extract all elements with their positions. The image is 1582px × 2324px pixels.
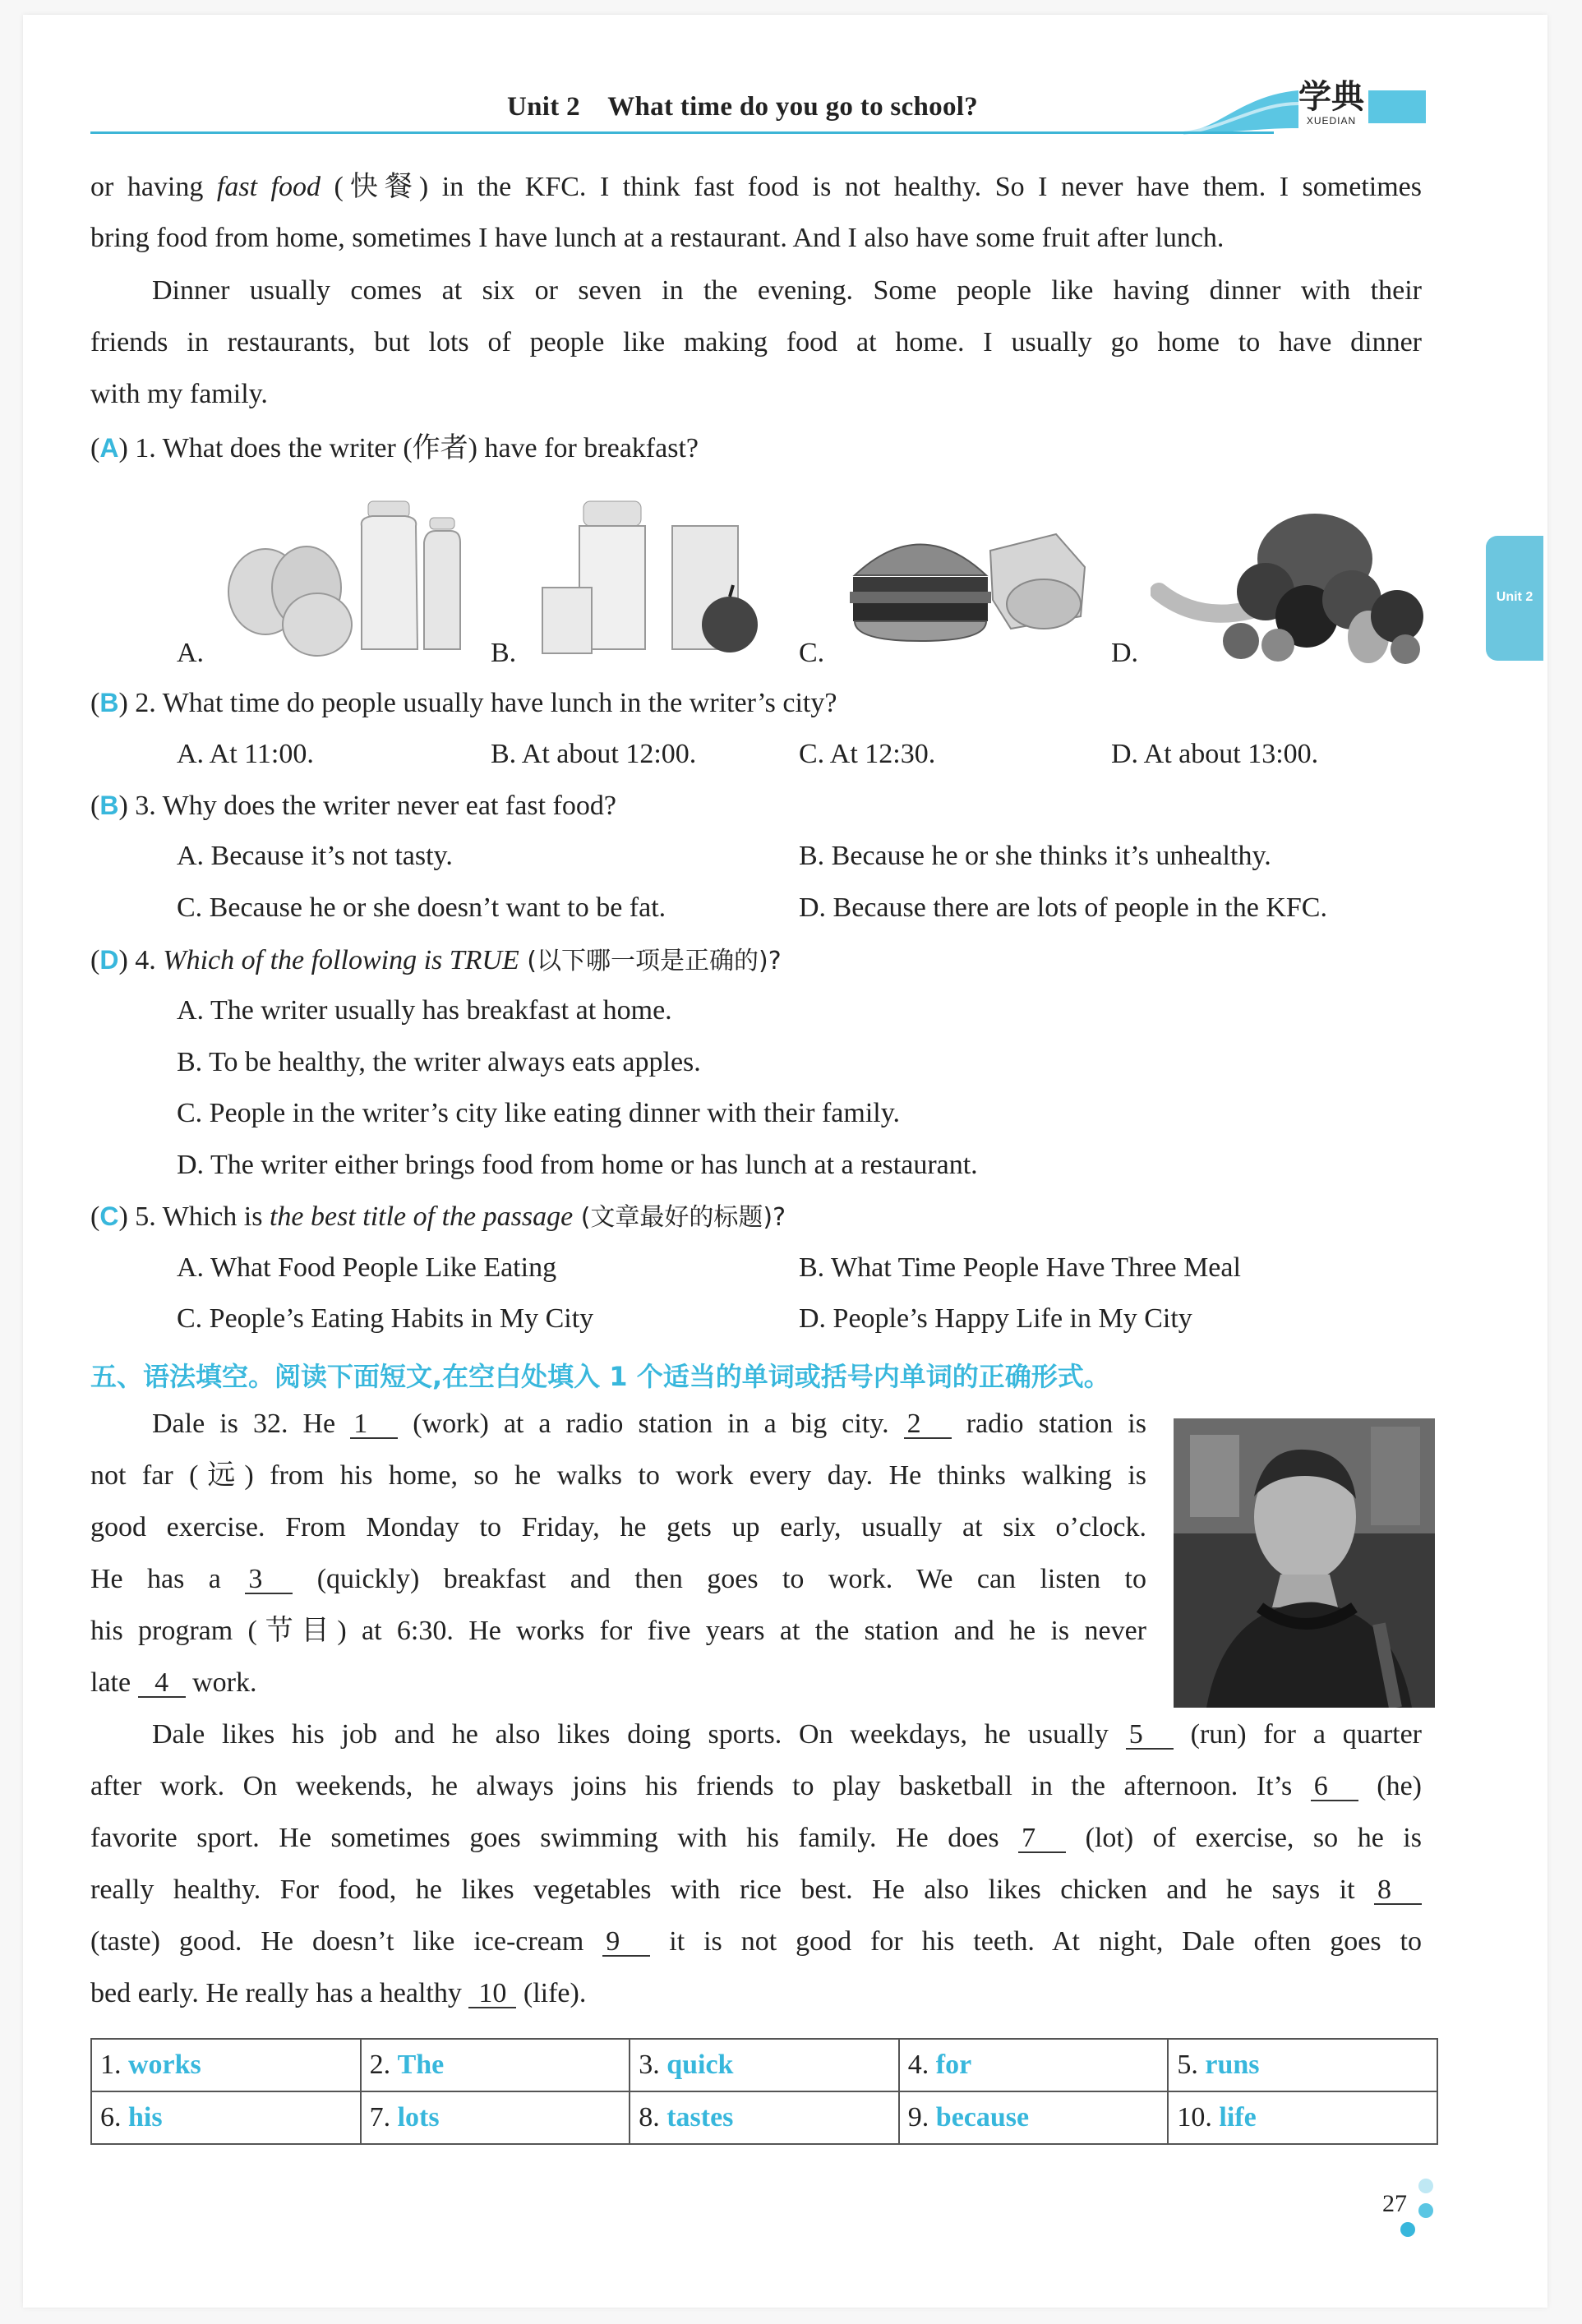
answer-cell: 6. his <box>91 2091 361 2144</box>
answer-row <box>91 2091 1437 2144</box>
blank-2: 2 <box>904 1411 952 1439</box>
q2-option-c: C. At 12:30. <box>799 739 936 769</box>
q3-option-b: B. Because he or she thinks it’s unhealthy. <box>799 841 1271 871</box>
eggs-and-milk-image <box>220 493 467 657</box>
q1-option-a: A. <box>177 638 205 668</box>
q5-option-d: D. People’s Happy Life in My City <box>799 1303 1192 1334</box>
q3-option-c: C. Because he or she doesn’t want to be fat. <box>177 892 666 923</box>
cloze-p2-line-1: Dale likes his job and he also likes doing sports. On weekdays, he usually 5 (run) for a quarter <box>152 1719 1422 1750</box>
passage-line-3: Dinner usually comes at six or seven in the evening. Some people like having dinner with their <box>152 275 1422 306</box>
passage-line-1: or having fast food (快餐) in the KFC. I think fast food is not healthy. So I never have them. I sometimes <box>90 172 1422 202</box>
blank-3: 3 <box>245 1566 293 1594</box>
answer-cell: 3. quick <box>630 2039 899 2091</box>
cloze-p1-line-3: good exercise. From Monday to Friday, he gets up early, usually at six o’clock. <box>90 1512 1146 1542</box>
blank-9: 9 <box>602 1929 650 1957</box>
q3-option-d: D. Because there are lots of people in the KFC. <box>799 892 1327 923</box>
page-number: 27 <box>1382 2190 1407 2217</box>
answer-row <box>91 2039 1437 2091</box>
blank-1: 1 <box>350 1411 398 1439</box>
answer-cell: 8. tastes <box>630 2091 899 2144</box>
answer-cell: 9. because <box>899 2091 1169 2144</box>
blank-6: 6 <box>1311 1773 1358 1801</box>
q1-option-d: D. <box>1111 638 1139 668</box>
blank-10: 10 <box>468 1980 516 2008</box>
question-4: (D) 4. Which of the following is TRUE (以下哪一项是正确的)? <box>90 945 782 975</box>
question-2: (B) 2. What time do people usually have lunch in the writer’s city? <box>90 688 837 718</box>
cloze-p1-line-6: late 4 work. <box>90 1667 257 1698</box>
q2-option-d: D. At about 13:00. <box>1111 739 1319 769</box>
answer-cell: 10. life <box>1168 2091 1437 2144</box>
xuedian-logo: 学典 XUEDIAN <box>1298 78 1364 127</box>
q4-option-c: C. People in the writer’s city like eating dinner with their family. <box>177 1098 901 1128</box>
dots-decoration <box>1393 2174 1442 2239</box>
blank-7: 7 <box>1018 1825 1066 1853</box>
section-5-heading: 五、语法填空。阅读下面短文,在空白处填入 1 个适当的单词或括号内单词的正确形式。 <box>90 1361 1110 1392</box>
cloze-p1-line-1: Dale is 32. He 1 (work) at a radio station in a big city. 2 radio station is <box>152 1409 1146 1439</box>
answer-cell: 4. for <box>899 2039 1169 2091</box>
q2-option-b: B. At about 12:00. <box>491 739 697 769</box>
header-wave-decoration <box>1183 79 1298 136</box>
q4-option-a: A. The writer usually has breakfast at home. <box>177 995 672 1026</box>
q5-option-a: A. What Food People Like Eating <box>177 1252 557 1283</box>
answer-cell: 5. runs <box>1168 2039 1437 2091</box>
q4-option-d: D. The writer either brings food from home or has lunch at a restaurant. <box>177 1150 978 1180</box>
answer-mark: B <box>99 688 119 717</box>
passage-line-2: bring food from home, sometimes I have lunch at a restaurant. And I also have some fruit after lunch. <box>90 223 1225 253</box>
q2-option-a: A. At 11:00. <box>177 739 314 769</box>
blank-8: 8 <box>1374 1877 1422 1905</box>
question-1: (A) 1. What does the writer (作者) have for breakfast? <box>90 433 699 463</box>
q1-option-b: B. <box>491 638 517 668</box>
cloze-p2-line-4: really healthy. For food, he likes vegetables with rice best. He also likes chicken and he says it 8 <box>90 1874 1422 1907</box>
question-3: (B) 3. Why does the writer never eat fast food? <box>90 791 616 821</box>
answer-mark: A <box>99 433 119 463</box>
answer-mark: D <box>99 945 119 975</box>
page-header-title: Unit 2 What time do you go to school? <box>507 92 979 122</box>
passage-line-4: friends in restaurants, but lots of people like making food at home. I usually go home to have dinner <box>90 327 1422 357</box>
q1-option-c: C. <box>799 638 825 668</box>
cloze-p2-line-3: favorite sport. He sometimes goes swimming with his family. He does 7 (lot) of exercise, so he is <box>90 1823 1422 1853</box>
blank-5: 5 <box>1126 1722 1174 1750</box>
blank-4: 4 <box>138 1670 186 1698</box>
question-5: (C) 5. Which is the best title of the passage (文章最好的标题)? <box>90 1201 786 1232</box>
header-band <box>1368 90 1426 123</box>
answer-table <box>90 2038 1438 2145</box>
answer-cell: 1. works <box>91 2039 361 2091</box>
cloze-p1-line-2: not far (远) from his home, so he walks to work every day. He thinks walking is <box>90 1460 1146 1491</box>
cloze-p1-line-4: He has a 3 (quickly) breakfast and then goes to work. We can listen to <box>90 1564 1146 1594</box>
cloze-p2-line-2: after work. On weekends, he always joins his friends to play basketball in the afternoon. It’s 6 (he) <box>90 1771 1422 1801</box>
man-with-headphones-photo <box>1174 1418 1435 1708</box>
answer-mark: C <box>99 1201 119 1231</box>
burger-and-sandwich-image <box>846 518 1093 657</box>
header-rule <box>90 131 1274 134</box>
q5-option-c: C. People’s Eating Habits in My City <box>177 1303 594 1334</box>
q4-option-b: B. To be healthy, the writer always eats apples. <box>177 1047 701 1077</box>
answer-mark: B <box>99 791 119 820</box>
passage-line-5: with my family. <box>90 379 268 409</box>
cloze-p2-line-5: (taste) good. He doesn’t like ice-cream 9 it is not good for his teeth. At night, Dale often goes to <box>90 1926 1422 1957</box>
cloze-p1-line-5: his program (节目) at 6:30. He works for five years at the station and he is never <box>90 1616 1146 1646</box>
milk-and-apple-image <box>534 493 781 657</box>
fruits-image <box>1151 501 1430 666</box>
q3-option-a: A. Because it’s not tasty. <box>177 841 453 871</box>
side-tab-label: Unit 2 <box>1496 590 1534 604</box>
answer-cell: 7. lots <box>361 2091 630 2144</box>
unit-side-tab <box>1486 536 1543 661</box>
answer-cell: 2. The <box>361 2039 630 2091</box>
cloze-p2-line-6: bed early. He really has a healthy 10 (life). <box>90 1978 587 2008</box>
q5-option-b: B. What Time People Have Three Meal <box>799 1252 1241 1283</box>
